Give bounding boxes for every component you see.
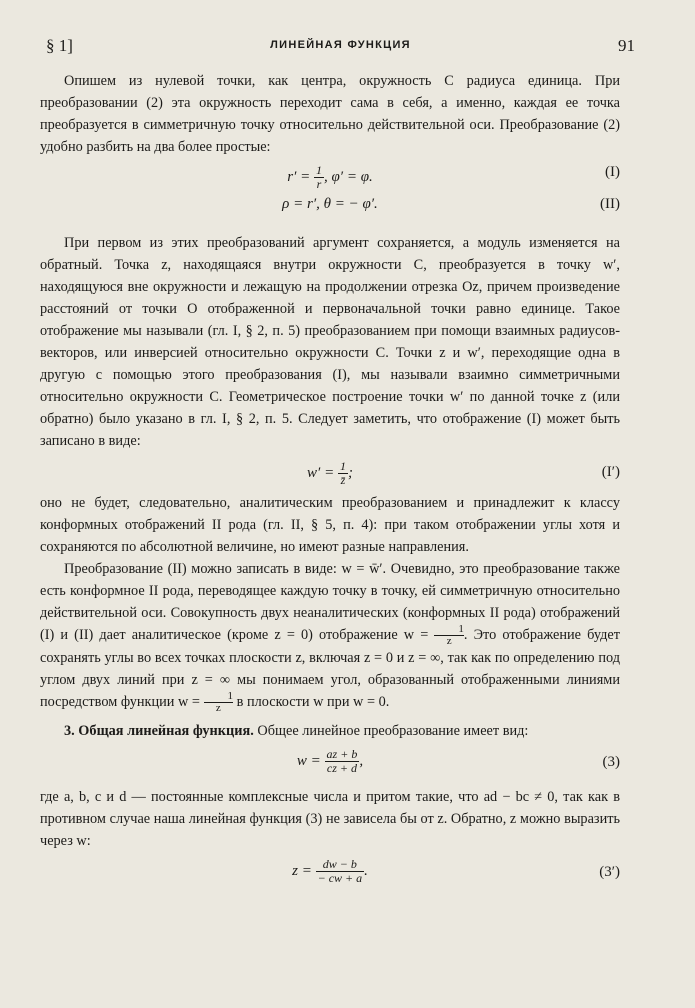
paragraph-3: оно не будет, следовательно, аналитическим преобразованием и принадлежит к классу конформных отображений II рода (гл. II, § 5, п. 4): при таком отображении углы хотя и сохраняются по абсолютной величине, но имеют разные направления. bbox=[40, 495, 620, 555]
formula-I-prime: w′ = $\frac{1}{z̄}$ ; (I′) bbox=[307, 459, 620, 487]
formula-I: r′ = $\frac{1}{r}$ , φ′ = φ. (I) bbox=[287, 163, 620, 191]
formula-label: (I′) bbox=[601, 464, 620, 480]
fraction: $\frac{az + b}{cz + d}$ bbox=[326, 747, 358, 776]
paragraph-1: Опишем из нулевой точки, как центра, окружность C радиуса единица. При преобразовании (2) эта окружность переходит сама в себя, а именно, каждая ее точка преобразуется в симметричную точку относительно действительной оси. Преобразование (2) удобно разбить на два более простые: bbox=[40, 73, 620, 155]
formula-II: ρ = r′, θ = − φ′. (II) bbox=[282, 196, 620, 212]
formula-3: w = $\frac{az + b}{cz + d}$ , (3) bbox=[296, 747, 620, 776]
fraction: $\frac{1}{z̄}$ bbox=[339, 459, 346, 487]
formula-label: (3′) bbox=[599, 864, 620, 881]
section-heading: 3. Общая линейная функция. bbox=[64, 723, 254, 740]
paragraph-2: При первом из этих преобразований аргумент сохраняется, а модуль изменяется на обратный. Точка z, находящаяся внутри окружности C, преобразуется в точку w′, находящуюся вне окружности и лежащую на продолжении отрезка Oz, причем произведение расстояний от точки O отображенной и первоначальной точки равно единице. Такое отображение мы называли (гл. I, § 2, п. 5) преобразованием при помощи взаимных радиусов-векторов, или инверсией относительно окружности C. Точки z и w′, переходящие одна в другую с помощью этого преобразования (I), мы называли взаимно симметричными относительно окружности C. Геометрическое построение точки w′ по данной точке z (или обратно) было указано в гл. I, § 2, п. 5. Следует заметить, что отображение (I) может быть записано в виде: bbox=[40, 235, 620, 449]
running-header bbox=[46, 36, 635, 58]
formula-label: (II) bbox=[600, 196, 620, 212]
paragraph-5: 3. Общая линейная функция. Общее линейное преобразование имеет вид: bbox=[64, 723, 529, 740]
fraction: $\frac{1}{r}$ bbox=[316, 163, 322, 191]
formula-3-prime: z = $\frac{dw - b}{- cw + a}$ . (3′) bbox=[292, 857, 620, 886]
page-number: 91 bbox=[618, 36, 635, 55]
formula-label: (I) bbox=[605, 164, 620, 180]
formula-label: (3) bbox=[602, 754, 620, 771]
chapter-title: ЛИНЕЙНАЯ ФУНКЦИЯ bbox=[270, 39, 411, 51]
inline-fraction: $\frac{1}{z}$ bbox=[434, 624, 464, 647]
paragraph-6: где a, b, c и d — постоянные комплексные числа и притом такие, что ad − bc ≠ 0, так как в противном случае наша линейная функция (3) не зависела бы от z. Обратно, z можно выразить через w: bbox=[40, 789, 620, 850]
paragraph-4: Преобразование (II) можно записать в виде: w = w̄′. Очевидно, это преобразование также есть конформное II рода, переводящее каждую точку в точку, ей симметричную относительно действительной оси. Совокупность двух неаналитических (конформных II рода) отображений (I) и (II) дает аналитическое (кроме z = 0) отображение w = $\frac{1}{z}$. Это отображение будет сохранять углы во всех точках плоскости z, включая z = 0 и z = ∞, так как по определению под углом двух линий при z = ∞ мы понимаем угол, образованный отображенными линиями посредством функции w = $\frac{1}{z}$ в плоскости w при w = 0. bbox=[40, 561, 620, 715]
page-body bbox=[40, 70, 620, 896]
section-marker: § 1] bbox=[46, 36, 73, 55]
inline-fraction: $\frac{1}{z}$ bbox=[204, 691, 234, 714]
fraction: $\frac{dw - b}{- cw + a}$ bbox=[317, 857, 363, 886]
